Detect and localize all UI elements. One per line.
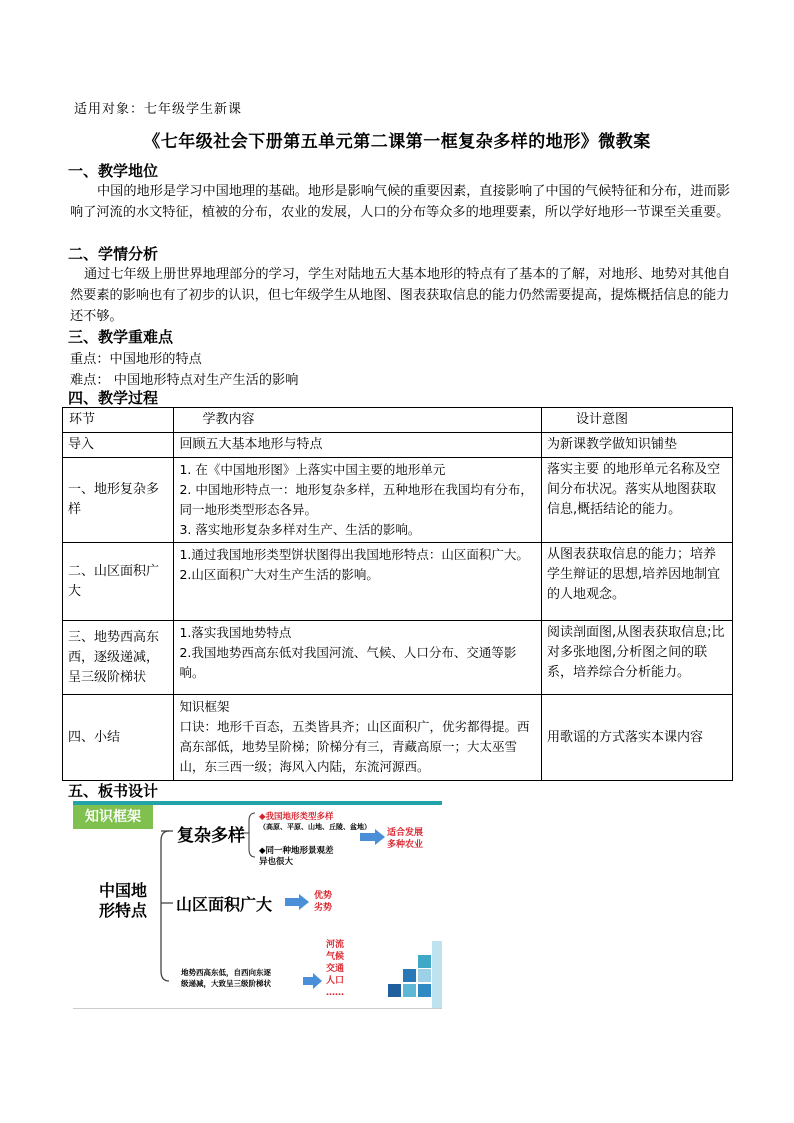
intent-cell: 阅读剖面图,从图表获取信息;比对多张地图,分析图之间的联系，培养综合分析能力。 (542, 621, 733, 695)
decor-tile (418, 969, 431, 982)
content-line: 2. 中国地形特点一：地形复杂多样，五种地形在我国均有分布，同一地形类型形态各异。 (179, 482, 533, 517)
arrow-icon (303, 973, 322, 989)
content-line: 1.通过我国地形类型饼状图得出我国地形特点：山区面积广大。 (179, 547, 529, 562)
table-row (63, 543, 733, 621)
branch3-result (326, 939, 344, 999)
branch2-result (314, 890, 332, 914)
table-row (63, 458, 733, 543)
arrow-icon (285, 894, 309, 910)
stage-cell: 三、地势西高东西，逐级递减，呈三级阶梯状 (63, 621, 174, 695)
decor-tile (403, 969, 416, 982)
content-cell (174, 695, 542, 781)
branch1-sub2 (259, 846, 334, 868)
key-point: 重点：中国地形的特点 (70, 352, 202, 367)
branch3-result-line: 人口 (326, 976, 345, 986)
branch1-result (387, 827, 423, 851)
section4-heading: 四、教学过程 (68, 389, 159, 407)
stage-cell: 一、地形复杂多样 (63, 458, 174, 543)
table-row (63, 621, 733, 695)
branch3-result-line: …… (326, 988, 344, 998)
branch3-result-line: 河流 (326, 940, 345, 950)
section3-heading: 三、教学重难点 (68, 328, 174, 346)
board-center (99, 881, 147, 921)
decor-tile (418, 955, 431, 968)
decor-tile (403, 984, 416, 997)
branch1-sub1: ◆我国地形类型多样 (259, 812, 334, 822)
section5-heading: 五、板书设计 (68, 782, 159, 800)
decor-tile (432, 941, 442, 1008)
section2-text: 通过七年级上册世界地理部分的学习，学生对陆地五大基本地形的特点有了基本的了解，对地形、地势对其他自然要素的影响也有了初步的认识，但七年级学生从地图、图表获取信息的能力仍然需要提高，提炼概括信息的能力还不够。 (70, 267, 731, 324)
branch2-result-line: 优势 (314, 891, 333, 901)
document-title: 《七年级社会下册第五单元第二课第一框复杂多样的地形》微教案 (143, 132, 651, 152)
stage-cell: 二、山区面积广大 (63, 543, 174, 621)
intent-cell: 用歌谣的方式落实本课内容 (542, 695, 733, 781)
difficult-point: 难点： 中国地形特点对生产生活的影响 (70, 373, 299, 388)
branch3-line: 级递减，大致呈三级阶梯状 (181, 979, 271, 988)
table-row (63, 433, 733, 458)
board-tag: 知识框架 (73, 805, 153, 829)
branch1-result-line: 多种农业 (387, 840, 424, 850)
branch1-sub2-line: ◆同一种地形景观差 (259, 846, 334, 856)
content-line: 2.我国地势西高东低对我国河流、气候、人口分布、交通等影响。 (179, 645, 517, 680)
stage-cell: 四、小结 (63, 695, 174, 781)
process-table (62, 407, 733, 781)
content-line: 知识框架 (179, 699, 230, 714)
decor-tile (418, 984, 431, 997)
branch1-label: 复杂多样 (177, 826, 245, 846)
intent-cell: 为新课教学做知识铺垫 (542, 433, 733, 458)
content-line: 1. 在《中国地形图》上落实中国主要的地形单元 (179, 462, 446, 477)
table-header: 学教内容 (174, 408, 542, 433)
sub-bracket (249, 813, 255, 857)
section1-heading: 一、教学地位 (68, 162, 159, 180)
table-header: 设计意图 (542, 408, 733, 433)
section1-text: 中国的地形是学习中国地理的基础。地形是影响气候的重要因素，直接影响了中国的气候特征和分布，进而影响了河流的水文特征，植被的分布，农业的发展，人口的分布等众多的地理要素，所以学好地形一节课至关重要。 (70, 184, 730, 220)
branch2-label: 山区面积广大 (176, 895, 273, 914)
board-center-line: 中国地 (99, 881, 148, 900)
stage-cell: 导入 (63, 433, 174, 458)
content-cell: 回顾五大基本地形与特点 (174, 433, 542, 458)
decor-tile (388, 984, 401, 997)
branch1-result-line: 适合发展 (387, 828, 424, 838)
audience-line: 适用对象：七年级学生新课 (74, 102, 243, 117)
branch3-label (181, 967, 271, 989)
intent-cell: 从图表获取信息的能力；培养学生辩证的思想,培养因地制宜的人地观念。 (542, 543, 733, 621)
board-design-diagram (73, 801, 442, 1009)
intent-cell: 落实主要 的地形单元名称及空间分布状况。落实从地图获取信息,概括结论的能力。 (542, 458, 733, 543)
branch1-sub2-line: 异也很大 (259, 857, 294, 867)
table-row (63, 695, 733, 781)
section2-heading: 二、学情分析 (68, 245, 159, 263)
content-cell (174, 458, 542, 543)
branch3-result-line: 交通 (326, 964, 345, 974)
content-line: 1.落实我国地势特点 (179, 625, 292, 640)
table-header: 环节 (63, 408, 174, 433)
board-center-line: 形特点 (99, 901, 148, 920)
branch1-sub1-note: （高原、平原、山地、丘陵、盆地） (259, 823, 371, 831)
content-cell (174, 621, 542, 695)
content-line: 口诀：地形千百态，五类皆具齐；山区面积广，优劣都得提。西高东部低，地势呈阶梯；阶梯分有三，青藏高原一；大太巫雪山，东三西一级；海风入内陆，东流河源西。 (179, 719, 530, 774)
table-header-row (63, 408, 733, 433)
content-line: 2.山区面积广大对生产生活的影响。 (179, 567, 379, 582)
branch3-result-line: 气候 (326, 952, 345, 962)
branch3-line: 地势西高东低，自西向东逐 (181, 968, 271, 977)
content-cell (174, 543, 542, 621)
main-bracket (161, 831, 169, 981)
branch2-result-line: 劣势 (314, 903, 333, 913)
content-line: 3. 落实地形复杂多样对生产、生活的影响。 (179, 522, 421, 537)
